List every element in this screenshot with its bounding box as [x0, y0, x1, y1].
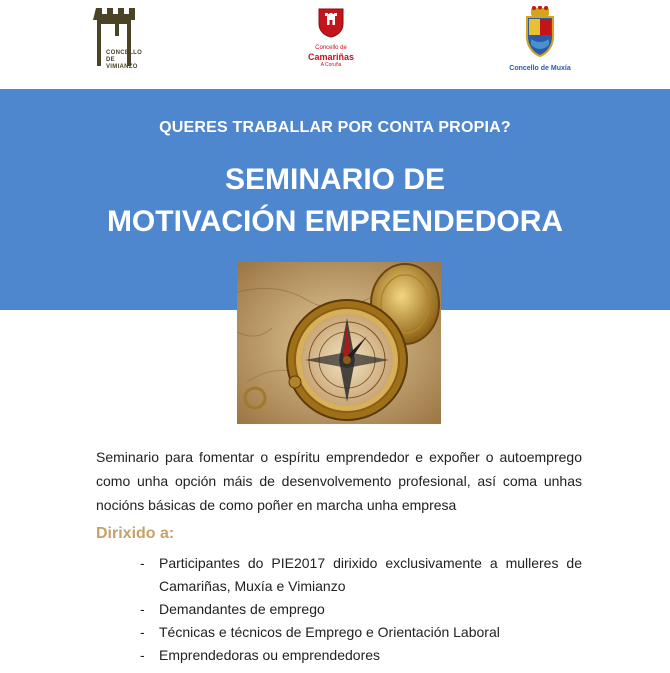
page-title-line1: SEMINARIO DE [224, 163, 446, 196]
camarinas-line1: Concello de [315, 45, 347, 51]
list-bullet: - [140, 624, 145, 640]
list-item-text: Demandantes de emprego [159, 601, 325, 617]
camarinas-line2: Camariñas [307, 52, 355, 62]
audience-list [140, 552, 582, 667]
seminar-description: Seminario para fomentar o espíritu emprendedor e expoñer o autoemprego como unha opción máis de desenvolvemento profesional, así coma unhas nocións básicas de como poñer en marcha unha empresa [96, 449, 582, 513]
list-item [140, 552, 582, 598]
list-bullet: - [140, 647, 145, 663]
compass-photo [237, 262, 441, 424]
list-item [140, 644, 582, 667]
vimianzo-logo-text: CONCELLO DE VIMIANZO [106, 50, 143, 70]
muxia-logo-text: Concello de Muxía [509, 65, 571, 72]
muxia-coat-of-arms-icon [523, 6, 557, 58]
audience-heading: Dirixido a: [96, 525, 175, 542]
list-bullet: - [140, 601, 145, 617]
camarinas-logo [298, 8, 364, 74]
header-logos [0, 0, 670, 88]
vimianzo-logo [86, 6, 148, 70]
list-item-text: Emprendedoras ou emprendedores [159, 647, 381, 663]
page-title-line2: MOTIVACIÓN EMPRENDEDORA [106, 205, 564, 238]
compass-illustration [237, 262, 441, 424]
list-item-text: Técnicas e técnicos de Emprego e Orientación Laboral [159, 624, 500, 640]
camarinas-line3: A Coruña [320, 62, 342, 68]
list-item-text: Participantes do PIE2017 dirixido exclusivamente a mulleres de Camariñas, Muxía e Vimianzo [159, 555, 582, 594]
list-item [140, 598, 582, 621]
camarinas-shield-icon [318, 8, 344, 38]
list-item [140, 621, 582, 644]
muxia-logo [502, 6, 578, 72]
list-bullet: - [140, 555, 145, 571]
banner-question: QUERES TRABALLAR POR CONTA PROPIA? [159, 119, 511, 136]
